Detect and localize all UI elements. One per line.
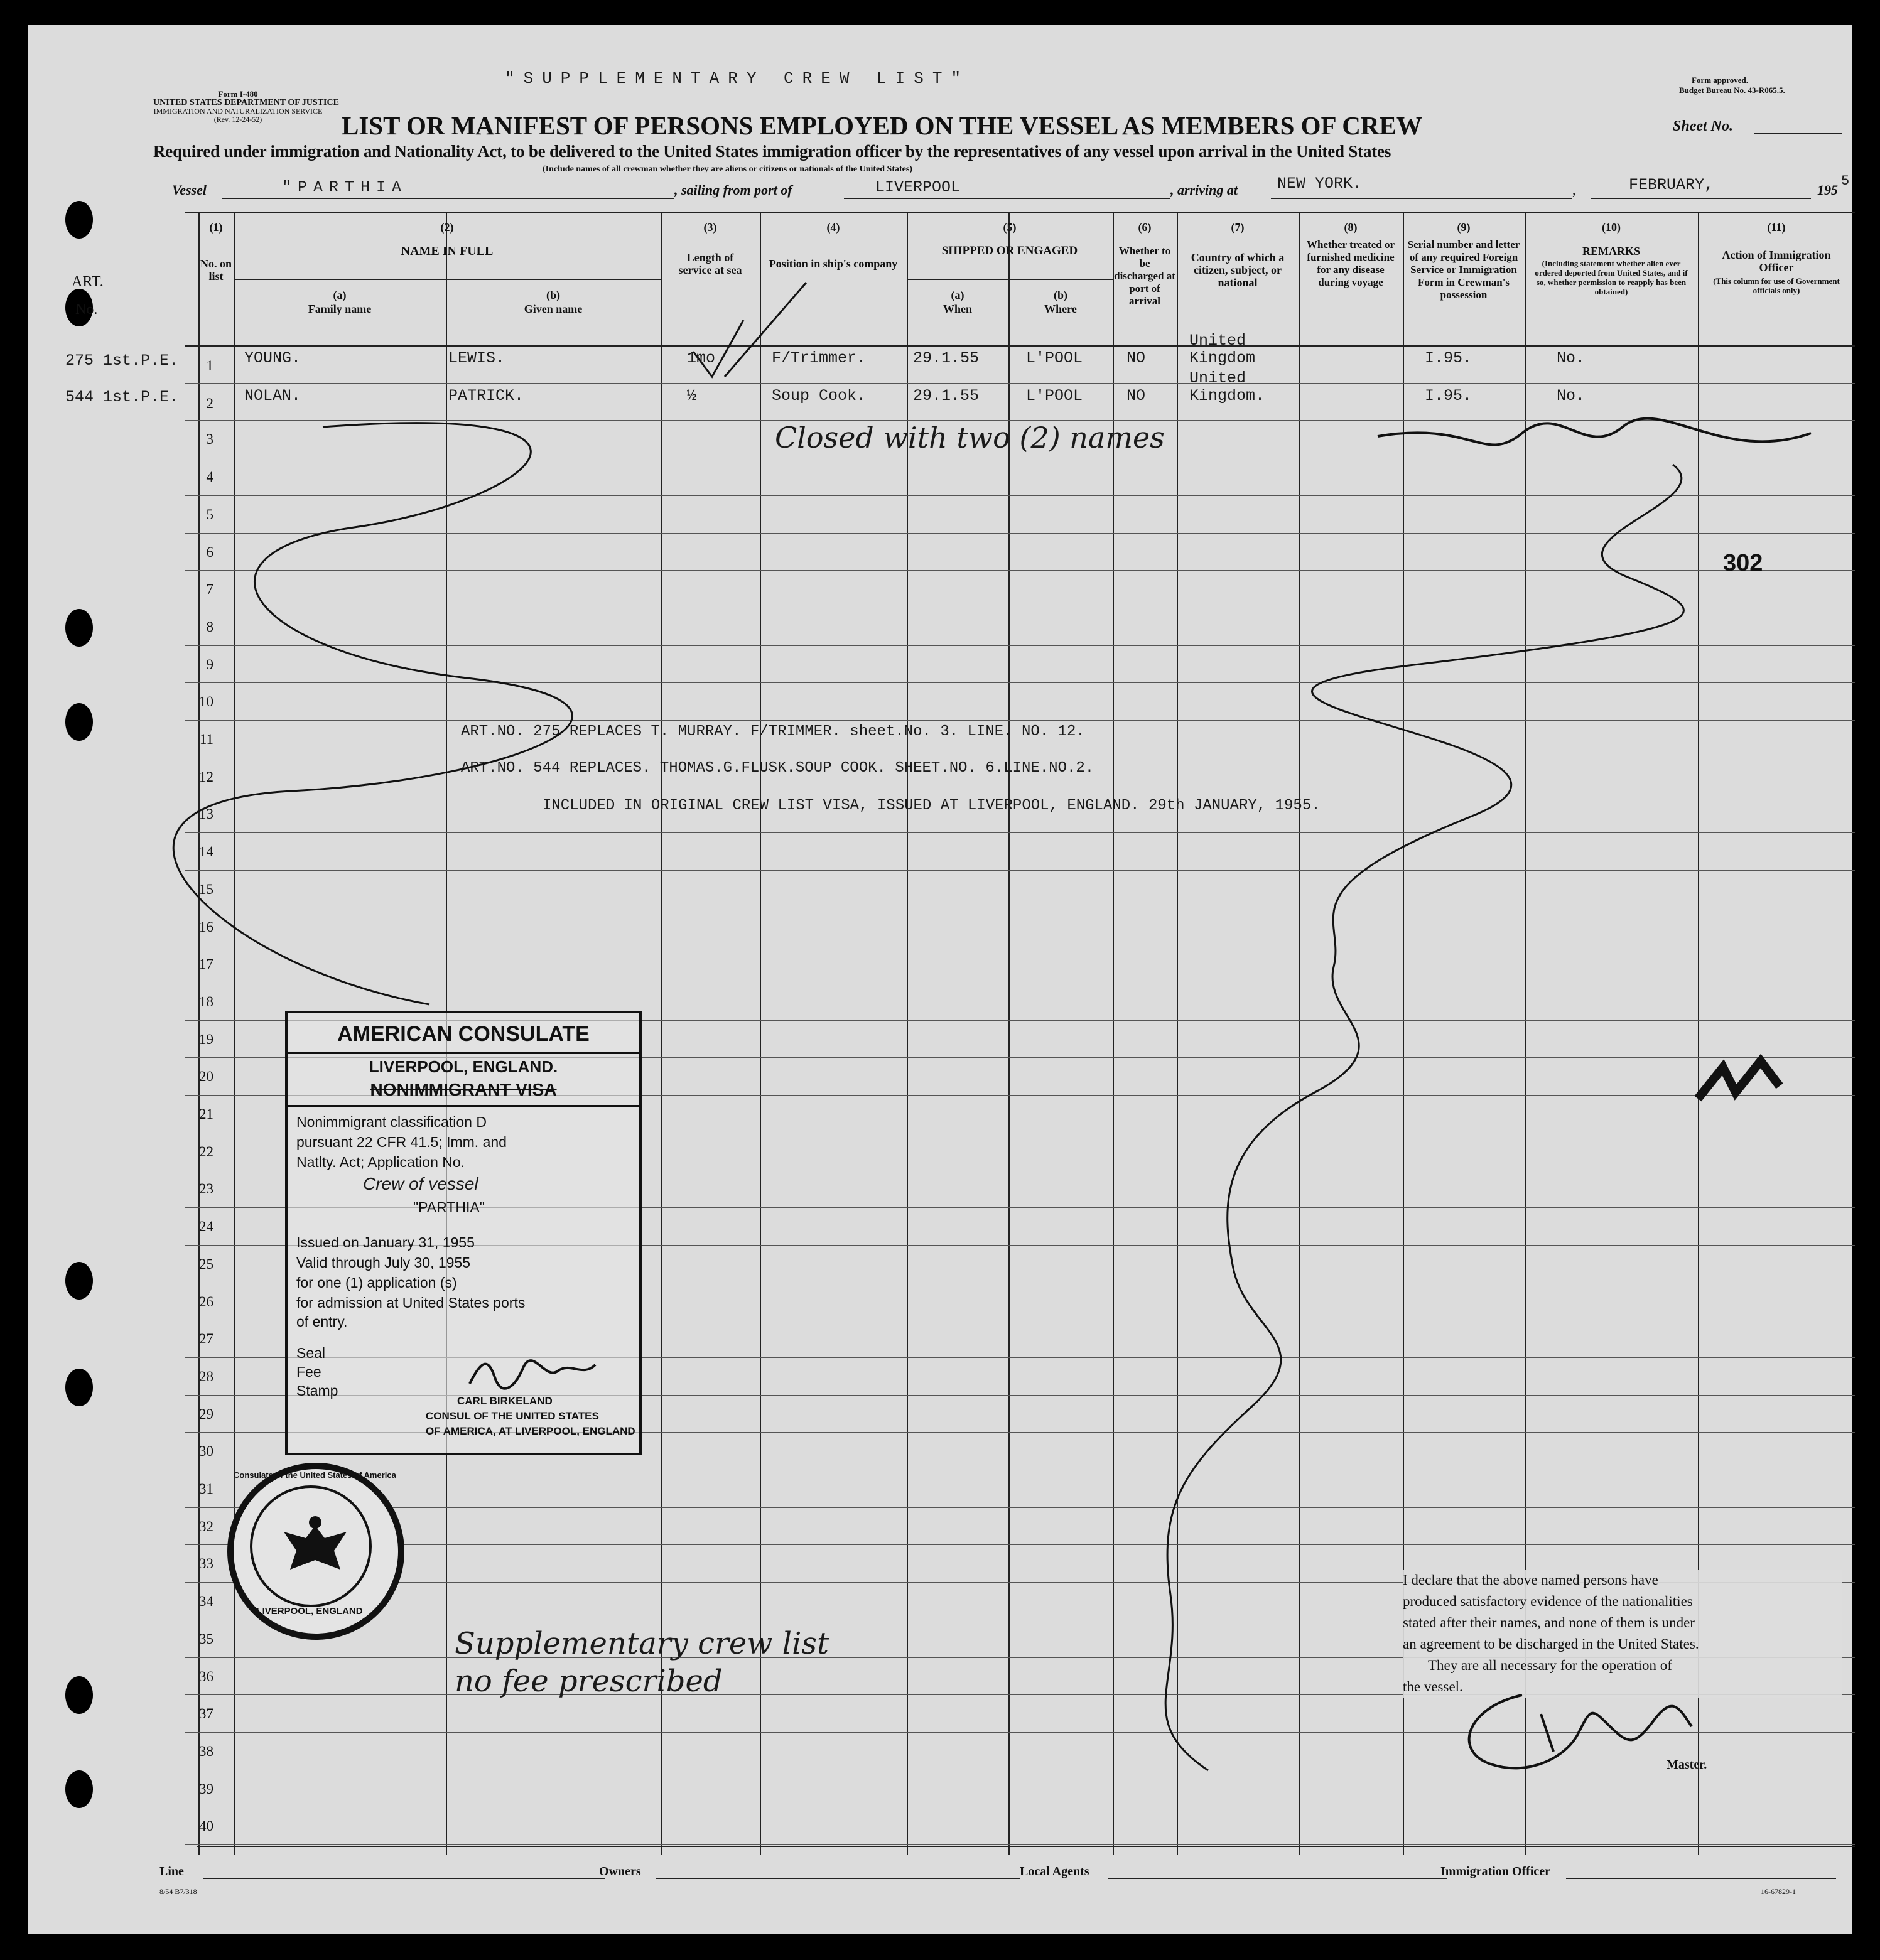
- remarks: No.: [1557, 387, 1586, 405]
- stamp-classification: Nonimmigrant classification D: [296, 1114, 487, 1130]
- col7-header: Country of which a citizen, subject, or national: [1191, 251, 1285, 289]
- stamp-for: for one (1) application (s): [296, 1274, 457, 1291]
- subtitle-note: (Include names of all crewman whether they are aliens or citizens or nationals of the United States): [543, 164, 912, 174]
- col5b-header: Where: [1044, 303, 1077, 315]
- col1-num: (1): [209, 221, 223, 234]
- row-number: 29: [199, 1406, 213, 1422]
- position: Soup Cook.: [772, 387, 867, 405]
- length-of-service: 1mo: [687, 349, 716, 367]
- row-number: 20: [199, 1069, 213, 1084]
- stamp-visa: NONIMMIGRANT VISA: [370, 1080, 557, 1099]
- officer-number: 302: [1723, 550, 1763, 576]
- col5b-num: (b): [1054, 289, 1067, 301]
- declaration-line: They are all necessary for the operation of: [1428, 1657, 1672, 1673]
- row-number: 35: [199, 1631, 213, 1647]
- col2a-header: Family name: [308, 303, 372, 315]
- col6-header: Whether to be discharged at port of arrival: [1114, 245, 1175, 307]
- row-number: 8: [206, 619, 213, 635]
- row-number: 19: [199, 1031, 213, 1047]
- consul-place: OF AMERICA, AT LIVERPOOL, ENGLAND: [426, 1425, 635, 1437]
- row-number: 38: [199, 1743, 213, 1759]
- footer-rule: [203, 1878, 605, 1879]
- col8-num: (8): [1344, 221, 1358, 234]
- col5a-header: When: [943, 303, 972, 315]
- handwritten-note-line1: Supplementary crew list: [455, 1626, 829, 1661]
- department: UNITED STATES DEPARTMENT OF JUSTICE: [153, 98, 339, 107]
- consul-name: CARL BIRKELAND: [457, 1395, 553, 1407]
- footer-owners: Owners: [599, 1865, 641, 1878]
- shipped-when: 29.1.55: [913, 387, 980, 405]
- vessel-label: Vessel: [172, 182, 207, 198]
- footer-rule: [1108, 1878, 1447, 1879]
- row-number: 24: [199, 1219, 213, 1234]
- declaration-line: produced satisfactory evidence of the nationalities: [1403, 1593, 1693, 1609]
- col8-header: Whether treated or furnished medicine for any disease during voyage: [1306, 239, 1395, 288]
- serial-number: I.95.: [1425, 349, 1472, 367]
- col3-header: Length of service at sea: [678, 251, 742, 276]
- row-number: 17: [199, 956, 213, 972]
- stamp-crew: Crew of vessel: [363, 1174, 478, 1193]
- row-number: 11: [199, 731, 213, 747]
- col4-header: Position in ship's company: [769, 257, 898, 270]
- row-number: 12: [199, 769, 213, 785]
- art-label: ART.: [72, 274, 104, 290]
- row-number: 18: [199, 994, 213, 1010]
- row-number: 28: [199, 1369, 213, 1384]
- footer-code-right: 16-67829-1: [1761, 1887, 1796, 1896]
- discharged: NO: [1126, 349, 1146, 367]
- row-number: 37: [199, 1706, 213, 1721]
- row-number: 9: [206, 657, 213, 672]
- arriving-label: , arriving at: [1170, 182, 1238, 198]
- year-suffix: 5: [1841, 173, 1850, 189]
- replacement-note-1: ART.NO. 275 REPLACES T. MURRAY. F/TRIMMER. sheet.No. 3. LINE. NO. 12.: [461, 723, 1085, 740]
- col10-note: (Including statement whether alien ever ordered deported from United States, and if so, whether permission to reapply has been obtained): [1535, 259, 1688, 296]
- col1-header: No. on list: [200, 257, 232, 283]
- date-value: FEBRUARY,: [1629, 176, 1714, 194]
- replacement-note-3: INCLUDED IN ORIGINAL CREW LIST VISA, ISSUED AT LIVERPOOL, ENGLAND. 29th JANUARY, 1955.: [543, 797, 1321, 814]
- row-number: 15: [199, 881, 213, 897]
- row-number: 6: [206, 544, 213, 560]
- col10-num: (10): [1602, 221, 1621, 234]
- row-number: 10: [199, 694, 213, 709]
- declaration-line: stated after their names, and none of them is under: [1403, 1615, 1695, 1630]
- service: IMMIGRATION AND NATURALIZATION SERVICE: [153, 107, 323, 116]
- row-number: 7: [206, 581, 213, 597]
- row-number: 34: [199, 1593, 213, 1609]
- row-number: 14: [199, 844, 213, 859]
- col10-header: REMARKS: [1582, 245, 1640, 257]
- art-number: 544 1st.P.E.: [65, 388, 179, 406]
- country-line2: Kingdom.: [1189, 387, 1265, 405]
- col5-header: SHIPPED OR ENGAGED: [941, 244, 1078, 257]
- footer-rule: [656, 1878, 1020, 1879]
- shipped-where: L'POOL: [1026, 349, 1083, 367]
- shipped-when: 29.1.55: [913, 349, 980, 367]
- form-approved: Form approved.: [1692, 75, 1749, 85]
- stamp-admission: for admission at United States ports: [296, 1295, 526, 1311]
- year-prefix: 195: [1817, 182, 1838, 198]
- col5-num: (5): [1003, 221, 1017, 234]
- art-number: 275 1st.P.E.: [65, 352, 179, 370]
- family-name: YOUNG.: [244, 349, 301, 367]
- discharged: NO: [1126, 387, 1146, 405]
- handwritten-note-line2: no fee prescribed: [455, 1664, 723, 1699]
- row-number: 30: [199, 1443, 213, 1459]
- footer-rule: [1566, 1878, 1836, 1879]
- stamp-vessel: "PARTHIA": [413, 1199, 485, 1215]
- col2-header: NAME IN FULL: [401, 244, 494, 258]
- footer-officer: Immigration Officer: [1440, 1865, 1550, 1878]
- footer-line: Line: [159, 1865, 184, 1878]
- stamp-valid: Valid through July 30, 1955: [296, 1254, 471, 1271]
- row-number: 16: [199, 919, 213, 935]
- row-number: 5: [206, 507, 213, 522]
- row-number: 3: [206, 431, 213, 447]
- stamp-seal: Seal: [296, 1345, 326, 1361]
- serial-number: I.95.: [1425, 387, 1472, 405]
- row-number: 4: [206, 469, 213, 485]
- stamp-entry: of entry.: [296, 1313, 348, 1330]
- declaration-line: an agreement to be discharged in the United States.: [1403, 1636, 1699, 1652]
- position: F/Trimmer.: [772, 349, 867, 367]
- given-name: LEWIS.: [448, 349, 505, 367]
- declaration-line: I declare that the above named persons have: [1403, 1572, 1658, 1588]
- page-title: LIST OR MANIFEST OF PERSONS EMPLOYED ON THE VESSEL AS MEMBERS OF CREW: [342, 111, 1422, 140]
- subtitle: Required under immigration and Nationality Act, to be delivered to the United States immigration officer by the representatives of any vessel upon arrival in the United States: [153, 142, 1391, 161]
- footer-agents: Local Agents: [1020, 1865, 1089, 1878]
- given-name: PATRICK.: [448, 387, 524, 405]
- length-of-service: ½: [687, 387, 697, 405]
- comma: ,: [1572, 182, 1576, 198]
- stamp-issued: Issued on January 31, 1955: [296, 1234, 475, 1251]
- col11-header: Action of Immigration Officer: [1722, 249, 1831, 274]
- arriving-value: NEW YORK.: [1277, 175, 1363, 193]
- col7-num: (7): [1231, 221, 1245, 234]
- closed-note: Closed with two (2) names: [775, 421, 1165, 455]
- row-number: 21: [199, 1106, 213, 1122]
- col3-num: (3): [703, 221, 717, 234]
- row-number: 31: [199, 1481, 213, 1497]
- declaration-line: the vessel.: [1403, 1679, 1463, 1694]
- row-number: 27: [199, 1331, 213, 1347]
- row-number: 22: [199, 1144, 213, 1160]
- consul-title: CONSUL OF THE UNITED STATES: [426, 1410, 599, 1422]
- col11-num: (11): [1767, 221, 1786, 234]
- row-number: 36: [199, 1669, 213, 1684]
- country-line1: United: [1189, 331, 1246, 350]
- remarks: No.: [1557, 349, 1586, 367]
- row-number: 40: [199, 1818, 213, 1834]
- row-number: 26: [199, 1294, 213, 1310]
- replacement-note-2: ART.NO. 544 REPLACES. THOMAS.G.FLUSK.SOUP COOK. SHEET.NO. 6.LINE.NO.2.: [461, 760, 1094, 777]
- col2-num: (2): [440, 221, 454, 234]
- col5a-num: (a): [951, 289, 964, 301]
- shipped-where: L'POOL: [1026, 387, 1083, 405]
- country-line2: Kingdom: [1189, 349, 1256, 367]
- supplementary-label: "SUPPLEMENTARY CREW LIST": [505, 69, 970, 88]
- stamp-title: AMERICAN CONSULATE: [337, 1022, 590, 1046]
- col2b-header: Given name: [524, 303, 583, 315]
- sheet-no-label: Sheet No.: [1673, 118, 1733, 134]
- row-number: 13: [199, 806, 213, 822]
- sailing-value: LIVERPOOL: [875, 178, 961, 197]
- stamp-stamp-label: Stamp: [296, 1382, 338, 1399]
- pen-scribbles: [28, 25, 1852, 1934]
- stamp-fee: Fee: [296, 1364, 321, 1380]
- revision: (Rev. 12-24-52): [213, 115, 262, 124]
- col9-header: Serial number and letter of any required Foreign Service or Immigration Form in Crewman's possession: [1407, 239, 1520, 301]
- seal-bottom-text: LIVERPOOL, ENGLAND: [256, 1606, 363, 1617]
- col2a-num: (a): [333, 289, 347, 301]
- col9-num: (9): [1457, 221, 1471, 234]
- form-number: Form I-480: [218, 89, 258, 99]
- col2b-num: (b): [546, 289, 560, 301]
- footer-code-left: 8/54 B7/318: [159, 1887, 197, 1896]
- seal-ring-text: Consulate of the United States of America: [234, 1470, 396, 1480]
- col11-note: (This column for use of Government officials only): [1713, 276, 1840, 295]
- row-number: 2: [206, 396, 213, 411]
- country-line1: United: [1189, 369, 1246, 387]
- row-number: 32: [199, 1519, 213, 1534]
- row-number: 23: [199, 1181, 213, 1197]
- stamp-pursuant: pursuant 22 CFR 41.5; Imm. and: [296, 1134, 507, 1150]
- art-no-label: No.: [75, 301, 98, 318]
- row-number: 25: [199, 1256, 213, 1272]
- stamp-city: LIVERPOOL, ENGLAND.: [369, 1057, 558, 1076]
- family-name: NOLAN.: [244, 387, 301, 405]
- sailing-label: , sailing from port of: [674, 182, 792, 198]
- budget-bureau: Budget Bureau No. 43-R065.5.: [1679, 85, 1785, 95]
- row-number: 33: [199, 1556, 213, 1571]
- row-number: 39: [199, 1781, 213, 1797]
- stamp-act: Natlty. Act; Application No.: [296, 1154, 465, 1170]
- crew-manifest-sheet: [28, 25, 1852, 1934]
- row-number: 1: [206, 358, 213, 374]
- col4-num: (4): [826, 221, 840, 234]
- master-label: Master.: [1667, 1758, 1707, 1772]
- vessel-value: "PARTHIA: [282, 178, 408, 197]
- col6-num: (6): [1138, 221, 1152, 234]
